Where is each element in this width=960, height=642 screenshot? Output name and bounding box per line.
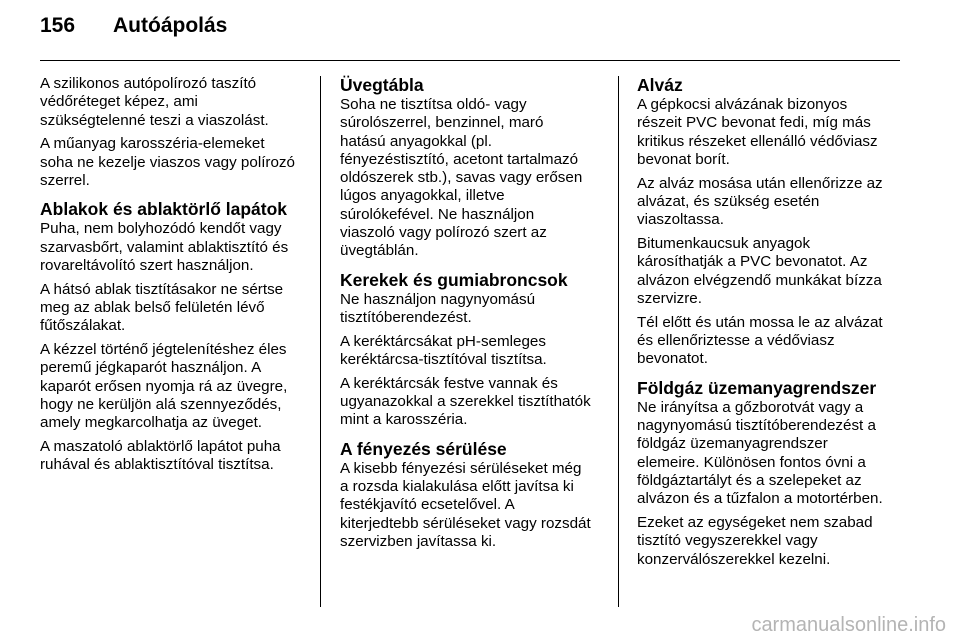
paragraph: A kézzel történő jégtelenítéshez éles peremű jégkaparót használjon. A kaparót erősen nyomja rá az üvegre, hogy ne kerüljön alá szennyeződés, amely megkarcolhatja az üveget. <box>40 341 288 432</box>
paragraph: A kisebb fényezési sérüléseket még a rozsda kialakulása előtt javítsa ki festékjavító ecsetelővel. A kiterjedtebb sérüléseket vagy rozsdát szervizben javítassa ki. <box>340 459 591 550</box>
watermark: carmanualsonline.info <box>751 614 946 636</box>
paragraph: Puha, nem bolyhozódó kendőt vagy szarvasbőrt, valamint ablaktisztító és rovareltávolító szert használjon. <box>40 220 289 274</box>
column-divider-2 <box>618 76 619 607</box>
section-heading: Földgáz üzemanyagrendszer <box>637 377 877 398</box>
page-number: 156 <box>40 14 76 37</box>
paragraph: A keréktárcsák festve vannak és ugyanazokkal a szerekkel tisztíthatók mint a karosszéria. <box>340 374 591 429</box>
paragraph: Tél előtt és után mossa le az alvázat és ellenőriztesse a védőviasz bevonatot. <box>637 313 883 368</box>
column-divider-1 <box>320 76 321 607</box>
section-heading: A fényezés sérülése <box>340 438 507 459</box>
column-2 <box>340 75 612 557</box>
page-header <box>40 14 227 54</box>
section-heading: Alváz <box>637 75 683 95</box>
paragraph: Ne irányítsa a gőzborotvát vagy a nagynyomású tisztítóberendezést a földgáz üzemanyagrendszer elemeire. Különösen fontos óvni a földgáztartályt és a szelepeket az alvázon és a tűzfalon a motortérben. <box>637 398 883 508</box>
section-heading: Ablakok és ablaktörlő lapátok <box>40 199 288 220</box>
paragraph: Az alváz mosása után ellenőrizze az alvázat, és szükség esetén viaszoltassa. <box>637 174 883 229</box>
column-1 <box>40 75 312 480</box>
paragraph: A maszatoló ablaktörlő lapátot puha ruhával és ablaktisztítóval tisztítsa. <box>40 438 281 474</box>
paragraph: Ne használjon nagynyomású tisztítóberendezést. <box>340 290 536 326</box>
paragraph: A szilikonos autópolírozó taszító védőréteget képez, ami szükségtelenné teszi a viaszolást. <box>40 75 269 129</box>
paragraph: Ezeket az egységeket nem szabad tisztító vegyszerekkel vagy konzerválószerekkel kezelni. <box>637 513 873 568</box>
paragraph: A hátsó ablak tisztításakor ne sértse meg az ablak belső felületén lévő fűtőszálakat. <box>40 280 284 335</box>
header-divider <box>40 60 900 61</box>
paragraph: A gépkocsi alvázának bizonyos részeit PVC bevonat fedi, míg más kritikus részeket ellenálló védőviasz bevonat borít. <box>637 96 878 168</box>
page-title: Autóápolás <box>113 14 228 37</box>
section-heading: Kerekek és gumiabroncsok <box>340 269 568 290</box>
paragraph: Soha ne tisztítsa oldó- vagy súrolószerrel, benzinnel, maró hatású anyagokkal (pl. fényezéstisztító, acetont tartalmazó oldószerek stb.), savas vagy erősen lúgos anyagokkal, illetve súrolókefével. Ne használjon viaszoló vagy polírozó szert az üvegtáblán. <box>340 96 583 260</box>
paragraph: Bitumenkaucsuk anyagok károsíthatják a PVC bevonatot. Az alvázon elvégzendő munkákat bízza szervizre. <box>637 235 882 307</box>
paragraph: A keréktárcsákat pH-semleges keréktárcsa-tisztítóval tisztítsa. <box>340 332 547 369</box>
section-heading: Üvegtábla <box>340 75 424 95</box>
column-3 <box>637 75 909 574</box>
paragraph: A műanyag karosszéria-elemeket soha ne kezelje viaszos vagy polírozó szerrel. <box>40 135 295 189</box>
